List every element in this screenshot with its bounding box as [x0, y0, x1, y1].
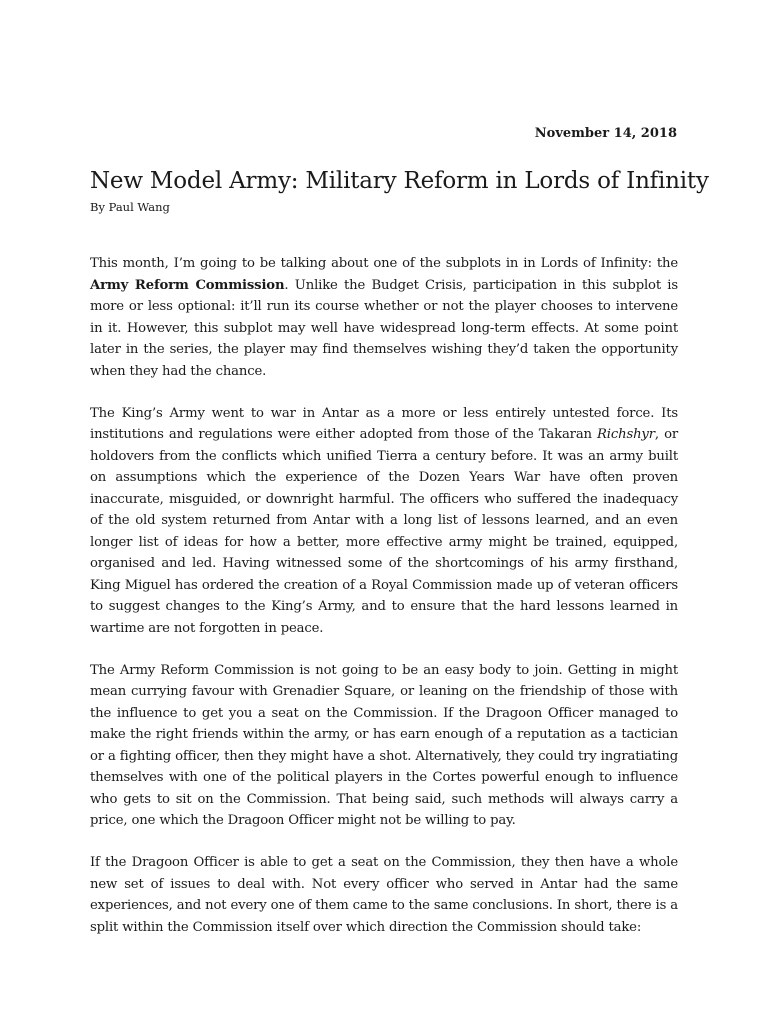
author-byline: By Paul Wang [90, 200, 170, 214]
article-body [90, 253, 678, 959]
italic-term: Richshyr [597, 427, 655, 442]
paragraph-joining-commission: The Army Reform Commission is not going to be an easy body to join. Getting in might mean currying favour with Grenadier Square, or leaning on the friendship of those with the influence to get you a seat on the Commission. If the Dragoon Officer managed to make the right friends within the army, or has earn enough of a reputation as a tactician or a fighting officer, then they might have a shot. Alternatively, they could try ingratiating themselves with one of the political players in the Cortes powerful enough to influence who gets to sit on the Commission. That being said, such methods will always carry a price, one which the Dragoon Officer might not be willing to pay. [90, 662, 678, 828]
paragraph-commission-split: If the Dragoon Officer is able to get a seat on the Commission, they then have a whole new set of issues to deal with. Not every officer who served in Antar had the same experiences, and not every one of them came to the same conclusions. In short, there is a split within the Commission itself over which direction the Commission should take: [90, 855, 678, 935]
paragraph-text: This month, I’m going to be talking about one of the subplots in in Lords of Infinity: the [90, 256, 678, 271]
paragraph-intro [90, 253, 678, 382]
article-title: New Model Army: Military Reform in Lords of Infinity [90, 168, 709, 194]
paragraph-text: , or holdovers from the conflicts which unified Tierra a century before. It was an army built on assumptions which the experience of the Dozen Years War have often proven inaccurate, misguided, or downright harmful. The officers who suffered the inadequacy of the old system returned from Antar with a long list of lessons learned, and an even longer list of ideas for how a better, more effective army might be trained, equipped, organised and led. Having witnessed some of the shortcomings of his army firsthand, King Miguel has ordered the creation of a Royal Commission made up of veteran officers to suggest changes to the King’s Army, and to ensure that the hard lessons learned in wartime are not forgotten in peace. [90, 427, 679, 636]
publication-date: November 14, 2018 [534, 126, 677, 141]
emphasized-term: Army Reform Commission [90, 277, 285, 293]
paragraph-text: The King’s Army went to war in Antar as a more or less entirely untested force. Its institutions and regulations were either adopted from those of the Takaran [90, 405, 678, 442]
paragraph-text: . Unlike the Budget Crisis, participation in this subplot is more or less optional: it’ll run its course whether or not the player chooses to intervene in it. However, this subplot may well have widespread long-term effects. At some point later in the series, the player may find themselves wishing they’d taken the opportunity when they had the chance. [90, 277, 678, 379]
paragraph-kings-army [90, 403, 678, 640]
